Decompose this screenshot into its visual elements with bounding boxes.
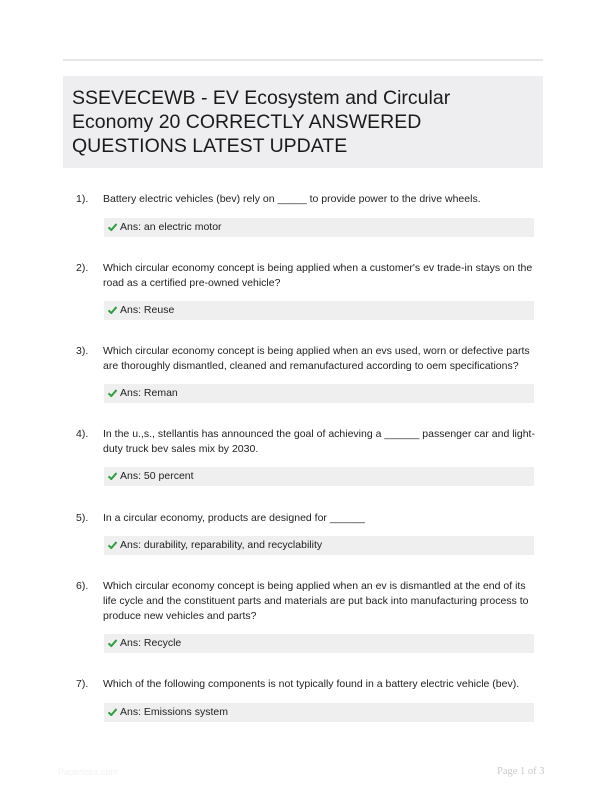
answer-text: Ans: Reman: [120, 387, 178, 399]
question-number: 1).: [76, 193, 89, 205]
question-number: 3).: [76, 345, 89, 357]
check-icon: [108, 389, 117, 397]
answer-box: [104, 703, 534, 722]
answer-box: [104, 384, 534, 403]
title-box: [63, 76, 543, 168]
answer-box: [104, 301, 534, 320]
check-icon: [108, 472, 117, 480]
question-number: 4).: [76, 428, 89, 440]
question-number: 5).: [76, 512, 89, 524]
top-rule: [63, 59, 543, 61]
check-icon: [108, 541, 117, 549]
question-text: Which circular economy concept is being applied when an ev is dismantled at the end of its life cycle and the constituent parts and materials are put back into manufacturing process to produce new vehicles and parts?: [103, 580, 529, 622]
question-number: 7).: [76, 678, 89, 690]
check-icon: [108, 708, 117, 716]
check-icon: [108, 639, 117, 647]
question-text: Which of the following components is not typically found in a battery electric vehicle (bev).: [103, 678, 520, 690]
answer-box: [104, 218, 534, 237]
question-text: In the u.,s., stellantis has announced the goal of achieving a ______ passenger car and light-duty truck bev sales mix by 2030.: [103, 428, 535, 455]
question-text: In a circular economy, products are designed for ______: [103, 512, 365, 524]
answer-box: [104, 467, 534, 486]
answer-text: Ans: Recycle: [120, 637, 182, 649]
answer-text: Ans: Reuse: [120, 304, 175, 316]
watermark-text: Paperlobs.com: [58, 767, 119, 777]
document-title: SSEVECEWB - EV Ecosystem and Circular Economy 20 CORRECTLY ANSWERED QUESTIONS LATEST UPDATE: [72, 87, 451, 157]
question-number: 6).: [76, 580, 89, 592]
page-number: Page 1 of 3: [497, 766, 545, 777]
answer-box: [104, 634, 534, 653]
question-text: Which circular economy concept is being applied when an evs used, worn or defective parts are thoroughly dismantled, cleaned and remanufactured according to oem specifications?: [103, 345, 530, 372]
check-icon: [108, 306, 117, 314]
answer-text: Ans: durability, reparability, and recyclability: [120, 539, 323, 551]
answer-box: [104, 536, 534, 555]
question-text: Which circular economy concept is being applied when a customer's ev trade-in stays on the road as a certified pre-owned vehicle?: [103, 262, 533, 289]
answer-text: Ans: Emissions system: [120, 706, 228, 718]
answer-text: Ans: 50 percent: [120, 470, 194, 482]
question-text: Battery electric vehicles (bev) rely on _____ to provide power to the drive wheels.: [103, 193, 481, 205]
question-number: 2).: [76, 262, 89, 274]
check-icon: [108, 223, 117, 231]
answer-text: Ans: an electric motor: [120, 221, 222, 233]
